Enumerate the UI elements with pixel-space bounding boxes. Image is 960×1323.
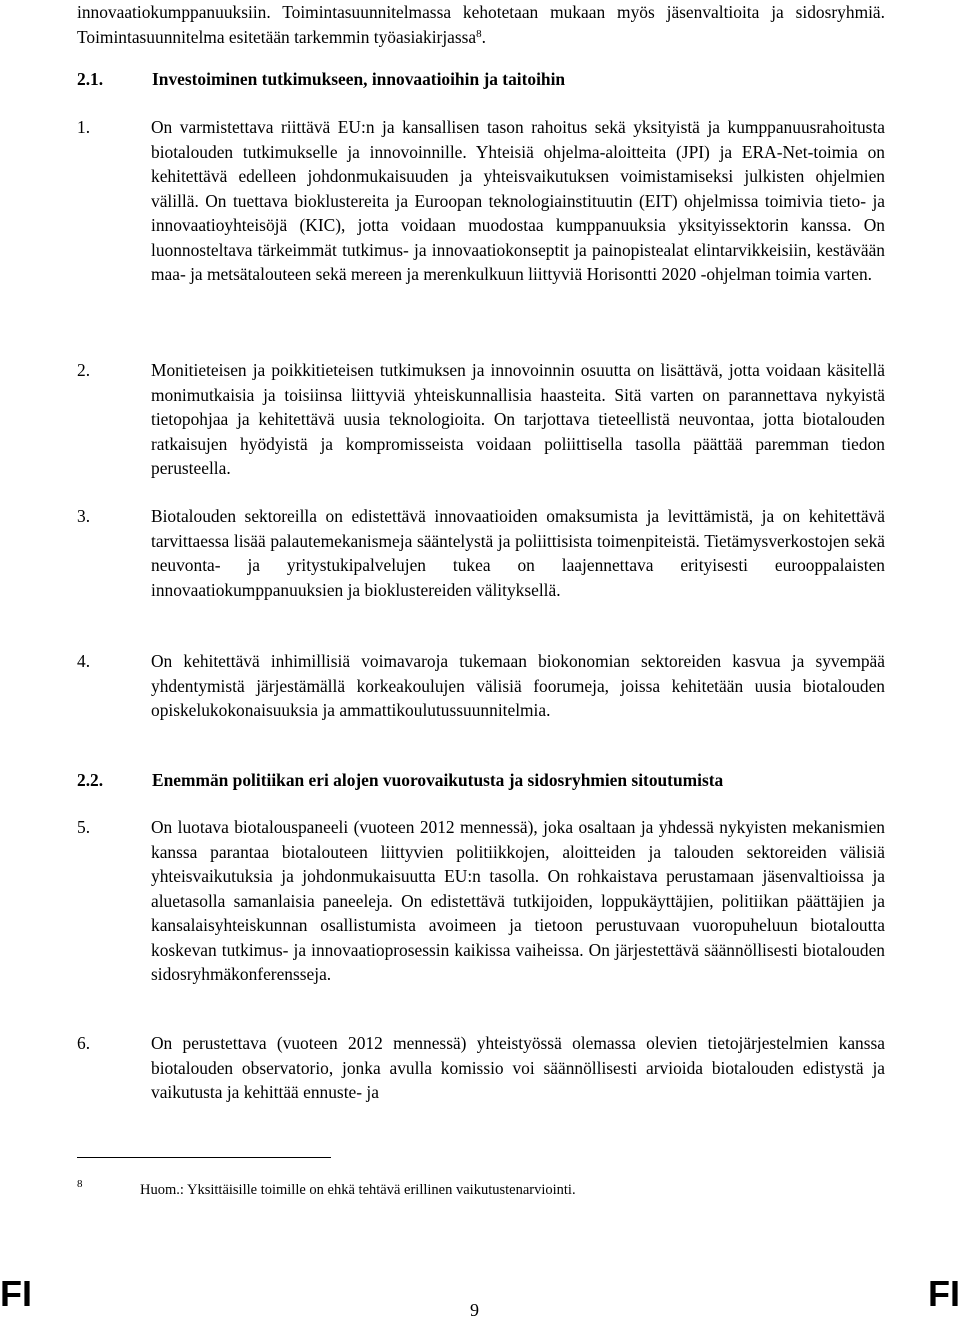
item-number: 2.: [77, 360, 91, 380]
footnote-text: Huom.: Yksittäisille toimille on ehkä tehtävä erillinen vaikutustenarviointi.: [140, 1182, 576, 1198]
list-item-1: [77, 115, 885, 287]
item-number: 5.: [77, 817, 91, 837]
section-title: Investoiminen tutkimukseen, innovaatioihin ja taitoihin: [152, 69, 566, 89]
item-number: 6.: [77, 1033, 91, 1053]
list-item-3: [77, 504, 885, 602]
intro-end: .: [481, 26, 487, 47]
item-text: On luotava biotalouspaneeli (vuoteen 2012 mennessä), joka osaltaan ja yhdessä nykyisten mekanismien kanssa parantaa biotalouteen liittyvien politiikkojen, aloitteiden ja talouden sektoreiden välisiä yhteisvaikutuksia ja johdonmukaisuutta EU:n tasolla. On rohkaistava perustamaan jäsenvaltioissa ja aluetasolla samanlaisia paneeleja. On edistettävä tutkijoiden, loppukäyttäjien, politiikan päättäjien ja kansalaisyhteiskunnan osallistumista avoimeen ja tietoon perustuvaan vuoropuheluun biotaloutta koskevan tutkimus- ja innovaatioprosessin kaikissa vaiheissa. On järjestettävä säännöllisesti biotalouden sidosryhmäkonferensseja.: [151, 817, 885, 984]
section-heading-2-1: [77, 67, 897, 92]
list-item-5: [77, 815, 885, 987]
section-number: 2.2.: [77, 770, 104, 790]
intro-paragraph: [77, 0, 885, 49]
item-text: On kehitettävä inhimillisiä voimavaroja tukemaan biokonomian sektoreiden kasvua ja syvempää yhdentymistä järjestämällä korkeakoulujen välisiä foorumeja, joissa kehitetään uusia biotalouden opiskelukokonaisuuksia ja ammattikoulutussuunnitelmia.: [151, 651, 885, 720]
footnote-reference: 8: [476, 27, 482, 40]
footer-language-right: FI: [928, 1273, 960, 1314]
list-item-2: [77, 358, 885, 481]
item-number: 4.: [77, 651, 91, 671]
item-number: 1.: [77, 117, 91, 137]
section-number: 2.1.: [77, 69, 104, 89]
section-heading-2-2: [77, 768, 897, 793]
item-text: Biotalouden sektoreilla on edistettävä innovaatioiden omaksumista ja levittämistä, ja on kehitettävä tarvittaessa lisää palautemekanismeja sääntelystä ja poliittisista toimenpiteistä. Tietämysverkostojen sekä neuvonta- ja yritystukipalvelujen tukea on laajennettava erityisesti eurooppalaisten innovaatiokumppanuuksien ja bioklustereiden välityksellä.: [151, 506, 885, 600]
footnote-number: 8: [77, 1178, 83, 1190]
item-text: On varmistettava riittävä EU:n ja kansallisen tason rahoitus sekä yksityistä ja kumppanuusrahoitusta biotalouden tutkimukselle ja innovoinnille. Yhteisiä ohjelma-aloitteita (JPI) ja ERA-Net-toimia on kehitettävä edelleen johdonmukaisuuden ja yhteisvaikutuksen voimistamiseksi julkisten ohjelmien välillä. On tuettava bioklustereita ja Euroopan teknologiainstituutin (EIT) ohjelmissa toimivia tieto- ja innovaatioyhteisöjä (KIC), jotta voidaan muodostaa kumppanuuksia yksityissektorin kanssa. On luonnosteltava tärkeimmät tutkimus- ja innovaatiokonseptit ja painopistealat elintarvikkeisiin, kestävään maa- ja metsätalouteen sekä mereen ja merenkulkuun liittyviä Horisontti 2020 -ohjelman toimia varten.: [151, 117, 885, 284]
item-number: 3.: [77, 506, 91, 526]
item-text: On perustettava (vuoteen 2012 mennessä) yhteistyössä olemassa olevien tietojärjestelmien kanssa biotalouden observatorio, jonka avulla komissio voi säännöllisesti arvioida biotalouden edistystä ja vaikutusta ja kehittää ennuste- ja: [151, 1033, 885, 1102]
footnote-divider: [77, 1157, 331, 1158]
footer-language-left: FI: [0, 1273, 32, 1314]
list-item-6: [77, 1031, 885, 1105]
page-number: 9: [470, 1300, 479, 1320]
section-title: Enemmän politiikan eri alojen vuorovaikutusta ja sidosryhmien sitoutumista: [152, 770, 724, 790]
intro-text: innovaatiokumppanuuksiin. Toimintasuunnitelmassa kehotetaan mukaan myös jäsenvaltioita ja sidosryhmiä. Toimintasuunnitelma esitetään tarkemmin työasiakirjassa: [77, 2, 885, 47]
list-item-4: [77, 649, 885, 723]
item-text: Monitieteisen ja poikkitieteisen tutkimuksen ja innovoinnin osuutta on lisättävä, jotta voidaan käsitellä monimutkaisia ja toisiinsa liittyviä yhteiskunnallisia haasteita. Sitä varten on parannettava nykyistä tietopohjaa ja kehitettävä uusia teknologioita. On tarjottava tieteellistä neuvontaa, jotta biotalouden ratkaisujen hyödyistä ja kompromisseista voidaan poliittisella tasolla päättää paremman tiedon perusteella.: [151, 360, 885, 478]
